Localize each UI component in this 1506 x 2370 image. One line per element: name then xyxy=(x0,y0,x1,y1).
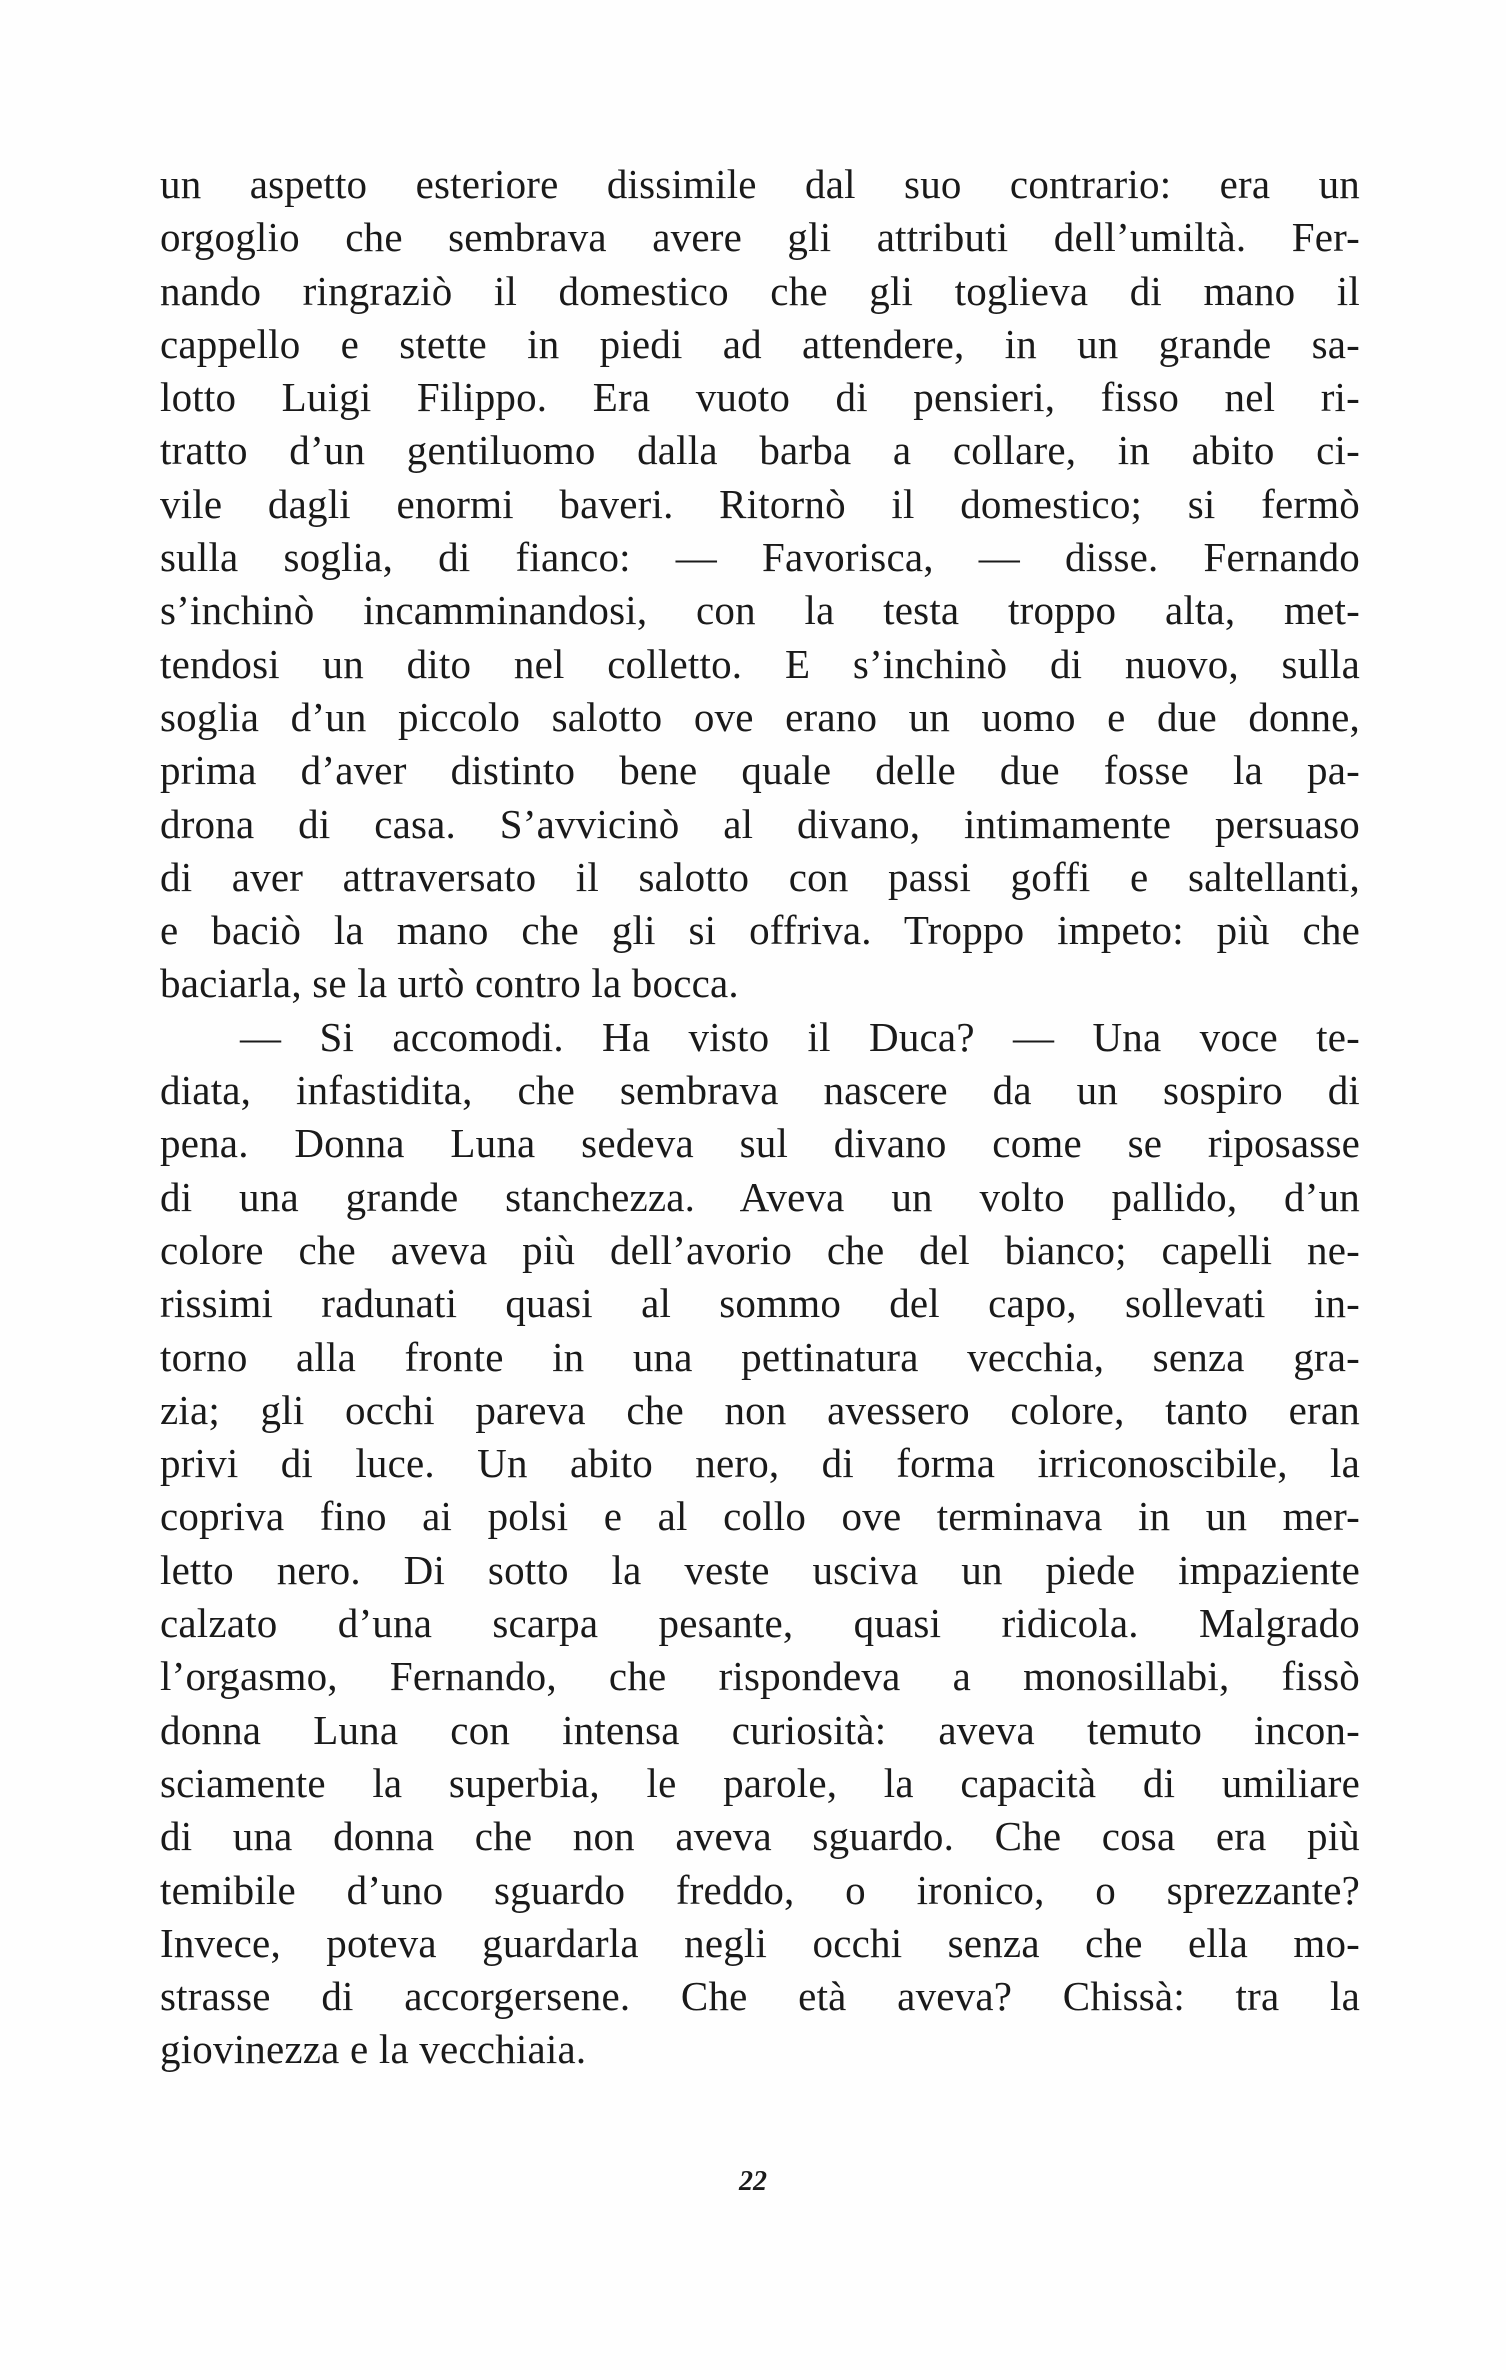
text-line: Invece, poteva guardarla negli occhi senza che ella mo- xyxy=(160,1919,1360,1966)
text-line: rissimi radunati quasi al sommo del capo, sollevati in- xyxy=(160,1280,1360,1327)
text-line: torno alla fronte in una pettinatura vecchia, senza gra- xyxy=(160,1333,1360,1380)
text-line: giovinezza e la vecchiaia. xyxy=(160,2026,587,2073)
text-line: colore che aveva più dell’avorio che del bianco; capelli ne- xyxy=(160,1226,1360,1273)
text-line: di una grande stanchezza. Aveva un volto pallido, d’un xyxy=(160,1173,1360,1220)
text-line: sulla soglia, di fianco: — Favorisca, — disse. Fernando xyxy=(160,534,1360,581)
text-line: tratto d’un gentiluomo dalla barba a collare, in abito ci- xyxy=(160,427,1360,474)
text-line: temibile d’uno sguardo freddo, o ironico, o sprezzante? xyxy=(160,1866,1360,1913)
text-line: s’inchinò incamminandosi, con la testa troppo alta, met- xyxy=(160,587,1360,634)
body-text xyxy=(160,158,1360,2077)
text-line: diata, infastidita, che sembrava nascere da un sospiro di xyxy=(160,1067,1360,1114)
text-line: di una donna che non aveva sguardo. Che cosa era più xyxy=(160,1813,1360,1860)
text-line: di aver attraversato il salotto con passi goffi e saltellanti, xyxy=(160,853,1360,900)
text-line: calzato d’una scarpa pesante, quasi ridicola. Malgrado xyxy=(160,1600,1360,1647)
text-line: prima d’aver distinto bene quale delle due fosse la pa- xyxy=(160,747,1360,794)
text-line: privi di luce. Un abito nero, di forma irriconoscibile, la xyxy=(160,1440,1360,1487)
text-line: cappello e stette in piedi ad attendere, in un grande sa- xyxy=(160,320,1360,367)
text-line: pena. Donna Luna sedeva sul divano come se riposasse xyxy=(160,1120,1360,1167)
text-line: nando ringraziò il domestico che gli toglieva di mano il xyxy=(160,267,1360,314)
text-line: — Si accomodi. Ha visto il Duca? — Una voce te- xyxy=(240,1013,1360,1060)
text-line: donna Luna con intensa curiosità: aveva temuto incon- xyxy=(160,1706,1360,1753)
text-line: drona di casa. S’avvicinò al divano, intimamente persuaso xyxy=(160,800,1360,847)
text-line: soglia d’un piccolo salotto ove erano un uomo e due donne, xyxy=(160,693,1360,740)
page-number: 22 xyxy=(739,2166,767,2197)
text-line: tendosi un dito nel colletto. E s’inchinò di nuovo, sulla xyxy=(160,640,1360,687)
text-line: vile dagli enormi baveri. Ritornò il domestico; si fermò xyxy=(160,480,1360,527)
text-line: letto nero. Di sotto la veste usciva un piede impaziente xyxy=(160,1546,1360,1593)
text-line: un aspetto esteriore dissimile dal suo contrario: era un xyxy=(160,161,1360,207)
text-line: zia; gli occhi pareva che non avessero colore, tanto eran xyxy=(160,1386,1360,1433)
text-line: lotto Luigi Filippo. Era vuoto di pensieri, fisso nel ri- xyxy=(160,374,1360,421)
text-line: copriva fino ai polsi e al collo ove terminava in un mer- xyxy=(160,1493,1360,1540)
text-line: l’orgasmo, Fernando, che rispondeva a monosillabi, fissò xyxy=(160,1653,1360,1700)
text-line: orgoglio che sembrava avere gli attributi dell’umiltà. Fer- xyxy=(160,214,1360,261)
text-line: baciarla, se la urtò contro la bocca. xyxy=(160,960,739,1007)
text-line: e baciò la mano che gli si offriva. Troppo impeto: più che xyxy=(160,907,1360,954)
text-line: strasse di accorgersene. Che età aveva? Chissà: tra la xyxy=(160,1973,1360,2020)
text-line: sciamente la superbia, le parole, la capacità di umiliare xyxy=(160,1759,1360,1806)
